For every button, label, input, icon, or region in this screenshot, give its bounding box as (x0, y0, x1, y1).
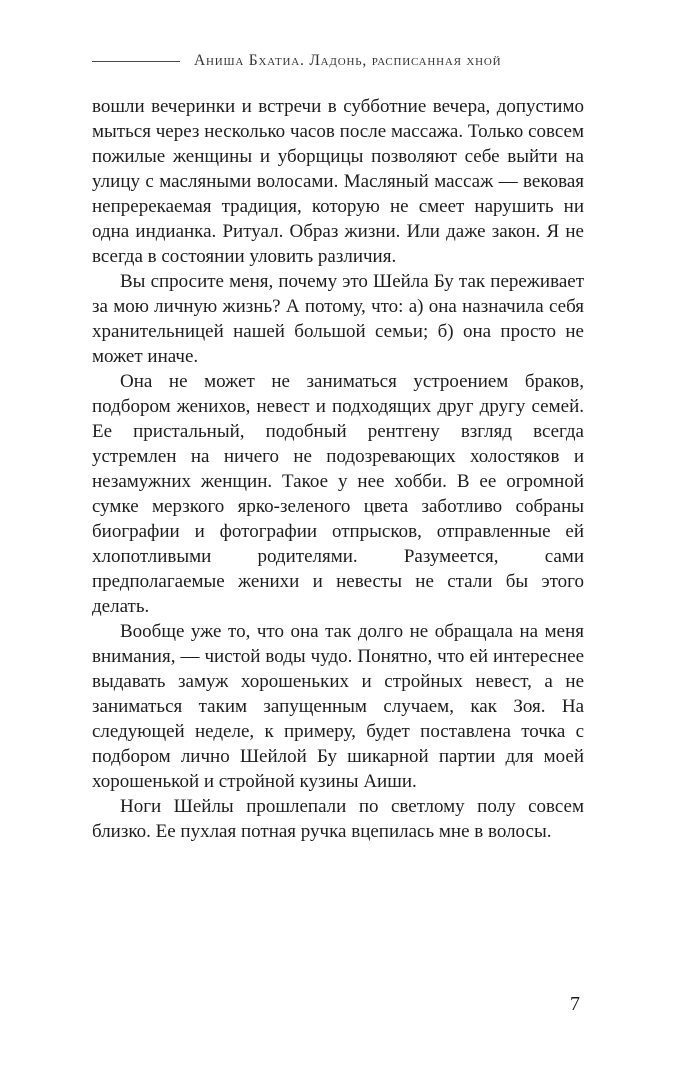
body-text (92, 94, 584, 844)
paragraph: Она не может не заниматься устроением браков, подбором женихов, невест и подходящих друг другу семей. Ее пристальный, подобный рентгену взгляд всегда устремлен на ничего не подозревающих холостяков и незамужних женщин. Такое у нее хобби. В ее огромной сумке мерзкого ярко-зеленого цвета заботливо собраны биографии и фотографии отпрысков, отправленные ей хлопотливыми родителями. Разумеется, сами предполагаемые женихи и невесты не стали бы этого делать. (92, 371, 584, 617)
running-header (92, 52, 584, 70)
paragraph: Вообще уже то, что она так долго не обращала на меня внимания, — чистой воды чудо. Понятно, что ей интереснее выдавать замуж хорошеньких и стройных невест, а не заниматься таким запущенным случаем, как Зоя. На следующей неделе, к примеру, будет поставлена точка с подбором лично Шейлой Бу шикарной партии для моей хорошенькой и стройной кузины Аиши. (92, 621, 584, 792)
paragraph-continuation: вошли вечеринки и встречи в субботние вечера, допустимо мыться через несколько часов после массажа. Только совсем пожилые женщины и уборщицы позволяют себе выйти на улицу с масляными волосами. Масляный массаж — вековая непререкаемая традиция, которую не смеет нарушить ни одна индианка. Ритуал. Образ жизни. Или даже закон. Я не всегда в состоянии уловить различия. (92, 96, 584, 267)
page-number: 7 (570, 993, 580, 1015)
paragraph: Ноги Шейлы прошлепали по светлому полу совсем близко. Ее пухлая потная ручка вцепилась мне в волосы. (92, 796, 584, 842)
paragraph: Вы спросите меня, почему это Шейла Бу так переживает за мою личную жизнь? А потому, что: а) она назначила себя хранительницей нашей большой семьи; б) она просто не может иначе. (92, 271, 584, 367)
header-rule (92, 61, 180, 62)
running-header-text: Аниша Бхатиа. Ладонь, расписанная хной (194, 52, 502, 69)
